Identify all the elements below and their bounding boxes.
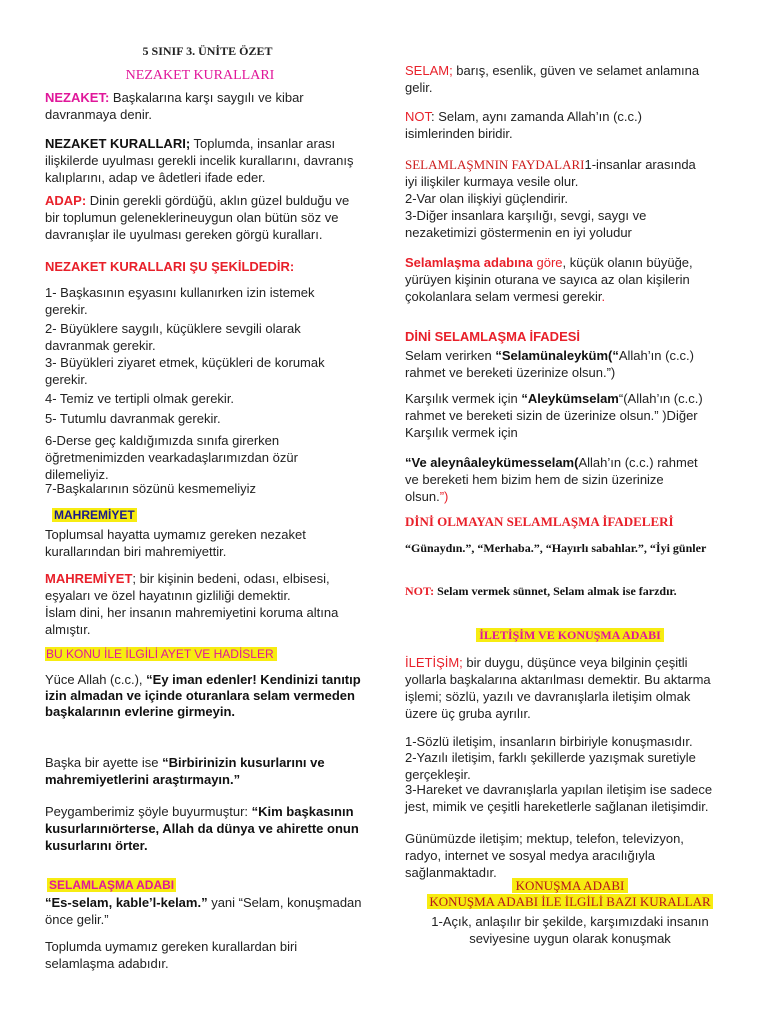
adab-gore-dot: . (601, 289, 606, 304)
ayet-1-quote: “Ey iman edenler! Kendinizi tanıtıp izin almadan ve içinde oturanlara selam vermeden başkalarının evlerine girmeyin. (45, 672, 361, 719)
iletisim-item-1: 1-Sözlü iletişim, insanların birbiriyle konuşmasıdır. (405, 734, 693, 749)
konusma-adabi-title (405, 878, 735, 894)
nezaket-item-3: 3- Büyükleri ziyaret etmek, küçükleri de korumak gerekir. (45, 355, 325, 387)
adap-def: Dinin gerekli gördüğü, aklın güzel bulduğu ve bir toplumun geleneklerineuygun olan bütün söz ve davranışlar ile uyulması gereken görgü kuralları. (45, 193, 350, 242)
selam-term: SELAM; (405, 63, 453, 78)
adap-definition (45, 192, 363, 243)
iletisim-item-3: 3-Hareket ve davranışlarla yapılan iletişim ise sadece jest, mimik ve çeşitli hareketlerle sağlanan iletişimdir. (405, 782, 713, 814)
mahremiyet-islam: İslam dini, her insanın mahremiyetini koruma altına almıştır. (45, 605, 339, 637)
es-selam-quote: “Es-selam, kable’l-kelam.” (45, 895, 208, 910)
adab-gore-rest: , küçük olanın büyüğe, yürüyen kişinin oturana ve sayıca az olan kişilerin çokolanlara selam vermesi gerekir (405, 255, 693, 304)
nezaket-kurallari-term: NEZAKET KURALLARI; (45, 136, 191, 151)
nezaket-term: NEZAKET: (45, 90, 110, 105)
mahremiyet-term: MAHREMİYET (45, 571, 133, 586)
iletisim-item-2: 2-Yazılı iletişim, farklı şekillerde yazışmak suretiyle gerçekleşir. (405, 750, 696, 782)
ayet-heading-text: BU KONU İLE İLGİLİ AYET VE HADİSLER (45, 647, 277, 661)
hadis-quote: “Kim başkasının kusurlarınıörterse, Allah da dünya ve ahirette onun kusurlarını örter. (45, 804, 359, 853)
nezaket-list-heading: NEZAKET KURALLARI ŞU ŞEKİLDEDİR: (45, 259, 295, 274)
mahremiyet-heading-text: MAHREMİYET (54, 508, 135, 522)
selam-faydalari (405, 156, 705, 241)
nezaket-item-6: 6-Derse geç kaldığımızda sınıfa girerken öğretmenimizden vearkadaşlarımızdan özür dilemeliyiz. (45, 433, 298, 482)
faydalar-term: SELAMLAŞMNIN FAYDALARI (405, 157, 585, 172)
document-title (45, 44, 370, 59)
not-def: : Selam, aynı zamanda Allah’ın (c.c.) isimlerinden biridir. (405, 109, 642, 141)
iletisim-definition (405, 654, 723, 722)
dini-ifade-3 (405, 454, 710, 505)
adap-term: ADAP: (45, 193, 87, 208)
nezaket-kurallari-def: Toplumda, insanlar arası ilişkilerde uyulması gerekli incelik kurallarını, davranış kalıplarını, adap ve âdetleri ifade eder. (45, 136, 354, 185)
selam-not (405, 108, 655, 142)
nezaket-kurallari-title: NEZAKET KURALLARI (125, 68, 275, 83)
faydalar-item-3: 3-Diğer insanlara karşılığı, sevgi, saygı ve nezaketimizi göstermenin en iyi yoludur (405, 208, 647, 240)
faydalar-item-1: 1-insanlar arasında iyi ilişkiler kurmaya vesile olur. (405, 157, 696, 189)
document-title-text: 5 SINIF 3. ÜNİTE ÖZET (142, 44, 273, 58)
selamlasma-adabi-heading-text: SELAMLAŞMA ADABI (49, 878, 175, 892)
ifade-2-bold: “Aleykümselam (521, 391, 619, 406)
dini-selamlasma-heading: DİNİ SELAMLAŞMA İFADESİ (405, 329, 581, 344)
ifade-3-end: ”) (439, 489, 449, 504)
ifade-1-rest: Allah’ın (c.c.) rahmet ve bereketi üzerinize olsun.”) (405, 348, 694, 380)
dini-olmayan-ifadeler: “Günaydın.”, “Merhaba.”, “Hayırlı sabahlar.”, “İyi günler (405, 541, 707, 555)
iletisim-def: bir duygu, düşünce veya bilginin çeşitli yollarla başkalarına aktarılması demektir. Bu aktarma işlemi; sözlü, yazılı ve davranışlarla iletişim olmak üzere üç gruba ayrılır. (405, 655, 711, 721)
iletisim-term: İLETİŞİM; (405, 655, 463, 670)
dini-ifade-2 (405, 390, 727, 441)
not2-text: Selam vermek sünnet, Selam almak ise farzdır. (434, 584, 677, 598)
mahremiyet-intro: Toplumsal hayatta uymamız gereken nezaket kurallarından biri mahremiyettir. (45, 527, 306, 559)
es-selam (45, 894, 363, 928)
ayet-1 (45, 672, 363, 720)
konusma-kurallar-title (405, 894, 735, 910)
konusma-item-1: 1-Açık, anlaşılır bir şekilde, karşımızdaki insanın seviyesine uygun olarak konuşmak (431, 914, 709, 946)
konusma-kurallar-title-text: KONUŞMA ADABI İLE İLGİLİ BAZI KURALLAR (429, 894, 711, 909)
nezaket-definition (45, 89, 335, 123)
selam-def: barış, esenlik, güven ve selamet anlamına gelir. (405, 63, 700, 95)
ifade-3-rest: Allah’ın (c.c.) rahmet ve bereketi hem bizim hem de sizin üzerinize olsun. (405, 455, 698, 504)
ifade-2-rest: “(Allah’ın (c.c.) rahmet ve bereketi sizin de üzerinize olsun.” )Diğer Karşılık vermek için (405, 391, 703, 440)
ayet-2-quote: “Birbirinizin kusurlarını ve mahremiyetlerini araştırmayın.” (45, 755, 325, 787)
ifade-1-bold: “Selamünaleyküm(“ (495, 348, 619, 363)
adab-gore-word: göre (532, 255, 563, 270)
ifade-3-bold: “Ve aleynâaleykümesselam( (405, 455, 579, 470)
not-sunnet-farz (405, 583, 705, 600)
adab-gore-term: Selamlaşma adabına (405, 255, 533, 270)
selamlasma-adabina-gore (405, 254, 725, 305)
iletisim-heading (415, 628, 725, 643)
faydalar-item-2: 2-Var olan ilişkiyi güçlendirir. (405, 191, 569, 206)
mahremiyet-heading (52, 508, 137, 522)
selam-definition (405, 62, 727, 96)
dini-olmayan-heading: DİNİ OLMAYAN SELAMLAŞMA İFADELERİ (405, 514, 674, 529)
konusma-adabi-title-text: KONUŞMA ADABI (512, 878, 629, 893)
selam-toplum: Toplumda uymamız gereken kurallardan biri selamlaşma adabıdır. (45, 939, 298, 971)
nezaket-kurallari-definition (45, 135, 363, 186)
mahremiyet-def: ; bir kişinin bedeni, odası, elbisesi, eşyaları ve özel hayatının gizliliği demektir. (45, 571, 330, 603)
gunumuzde-iletisim: Günümüzde iletişim; mektup, telefon, televizyon, radyo, internet ve sosyal medya aracılığıyla sağlanmaktadır. (405, 831, 684, 880)
ifade-1-prefix: Selam verirken (405, 348, 496, 363)
hadis (45, 803, 363, 854)
ayet-2-prefix: Başka bir ayette ise (45, 755, 163, 770)
ayet-heading (45, 647, 277, 661)
nezaket-def: Başkalarına karşı saygılı ve kibar davranmaya denir. (45, 90, 304, 122)
nezaket-item-7: 7-Başkalarının sözünü kesmemeliyiz (45, 481, 256, 496)
not-term: NOT (405, 109, 431, 124)
not2-term: NOT: (405, 584, 435, 598)
nezaket-item-1: 1- Başkasının eşyasını kullanırken izin istemek gerekir. (45, 285, 315, 317)
iletisim-heading-text: İLETİŞİM VE KONUŞMA ADABI (476, 628, 664, 642)
ifade-2-prefix: Karşılık vermek için (405, 391, 522, 406)
es-selam-rest: yani “Selam, konuşmadan önce gelir.” (45, 895, 362, 927)
mahremiyet-definition (45, 570, 365, 604)
ayet-2 (45, 754, 365, 788)
nezaket-item-4: 4- Temiz ve tertipli olmak gerekir. (45, 391, 235, 406)
dini-ifade-1 (405, 347, 715, 381)
hadis-prefix: Peygamberimiz şöyle buyurmuştur: (45, 804, 252, 819)
ayet-1-prefix: Yüce Allah (c.c.), (45, 672, 147, 687)
nezaket-item-5: 5- Tutumlu davranmak gerekir. (45, 411, 221, 426)
selamlasma-adabi-heading (47, 878, 176, 892)
nezaket-item-2: 2- Büyüklere saygılı, küçüklere sevgili olarak davranmak gerekir. (45, 321, 301, 353)
